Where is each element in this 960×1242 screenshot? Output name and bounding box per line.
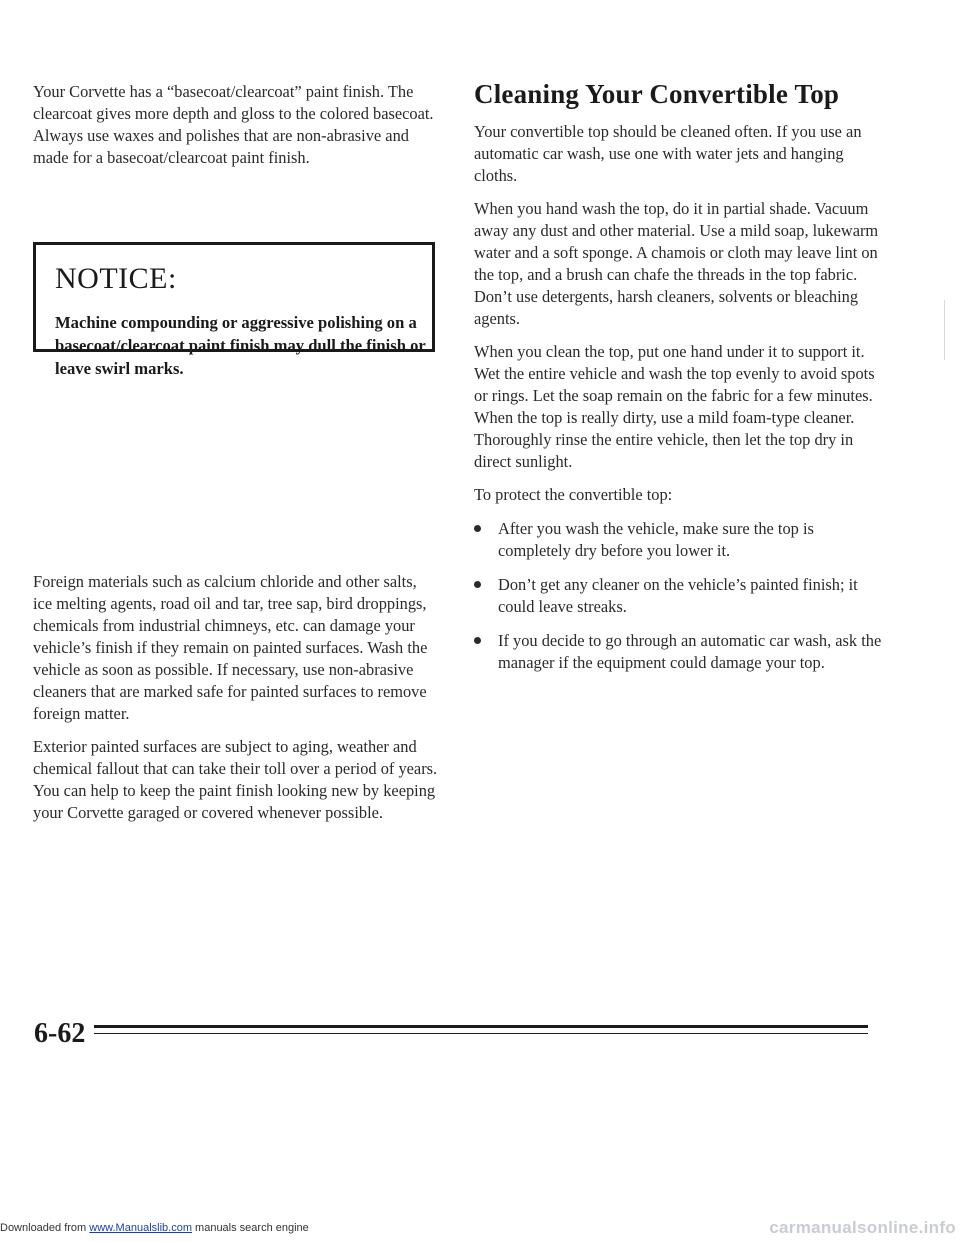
- page-number: 6-62: [34, 1018, 86, 1049]
- footer-rule: [94, 1025, 868, 1028]
- notice-body: Machine compounding or aggressive polishing on a basecoat/clearcoat paint finish may dull the finish or leave swirl marks.: [55, 313, 426, 378]
- section-paragraph: When you hand wash the top, do it in partial shade. Vacuum away any dust and other material. Use a mild soap, lukewarm water and a soft sponge. A chamois or cloth may leave lint on the top, and a brush can chafe the threads in the top fabric. Don’t use detergents, harsh cleaners, solvents or bleaching agents.: [474, 199, 879, 328]
- list-item-text: If you decide to go through an automatic car wash, ask the manager if the equipment could damage your top.: [498, 631, 882, 672]
- section-body: [474, 121, 884, 506]
- section-paragraph: Your convertible top should be cleaned often. If you use an automatic car wash, use one with water jets and hanging cloths.: [474, 122, 862, 185]
- list-item: [474, 574, 884, 618]
- foreign-materials-paragraph: Foreign materials such as calcium chloride and other salts, ice melting agents, road oil and tar, tree sap, bird droppings, chemicals from industrial chimneys, etc. can damage your vehicle’s finish if they remain on painted surfaces. Wash the vehicle as soon as possible. If necessary, use non-abrasive cleaners that are marked safe for painted surfaces to remove foreign matter.: [33, 572, 428, 723]
- left-column-paragraphs: [33, 571, 438, 824]
- section-heading: Cleaning Your Convertible Top: [474, 79, 840, 109]
- protect-list: [474, 518, 884, 674]
- convertible-top-section: [474, 78, 884, 674]
- download-credit-prefix: Downloaded from: [0, 1222, 90, 1234]
- intro-paragraph: Your Corvette has a “basecoat/clearcoat” paint finish. The clearcoat gives more depth and gloss to the colored basecoat. Always use waxes and polishes that are non-abrasive and made for a basecoat/clearcoat paint finish.: [33, 82, 434, 167]
- download-credit-suffix: manuals search engine: [191, 1222, 309, 1234]
- scan-edge-mark: [944, 300, 945, 360]
- site-watermark: carmanualsonline.info: [769, 1218, 956, 1237]
- manualslib-link[interactable]: www.Manualslib.com: [89, 1222, 192, 1234]
- notice-title: NOTICE:: [55, 262, 177, 295]
- list-item: [474, 630, 884, 674]
- notice-box: [33, 242, 435, 378]
- bullet-icon: [474, 637, 481, 644]
- list-item-text: Don’t get any cleaner on the vehicle’s painted finish; it could leave streaks.: [498, 575, 858, 616]
- footer-rule-thin: [94, 1033, 868, 1034]
- download-credit: [0, 1222, 309, 1234]
- bullet-icon: [474, 581, 481, 588]
- section-paragraph: To protect the convertible top:: [474, 485, 673, 504]
- bullet-icon: [474, 525, 481, 532]
- list-item-text: After you wash the vehicle, make sure the top is completely dry before you lower it.: [498, 519, 814, 560]
- section-paragraph: When you clean the top, put one hand under it to support it. Wet the entire vehicle and wash the top evenly to avoid spots or rings. Let the soap remain on the fabric for a few minutes. When the top is really dirty, use a mild foam-type cleaner. Thoroughly rinse the entire vehicle, then let the top dry in direct sunlight.: [474, 342, 875, 471]
- list-item: [474, 518, 884, 562]
- exterior-surfaces-paragraph: Exterior painted surfaces are subject to aging, weather and chemical fallout that can take their toll over a period of years. You can help to keep the paint finish looking new by keeping your Corvette garaged or covered whenever possible.: [33, 737, 438, 822]
- intro-block: [33, 81, 438, 169]
